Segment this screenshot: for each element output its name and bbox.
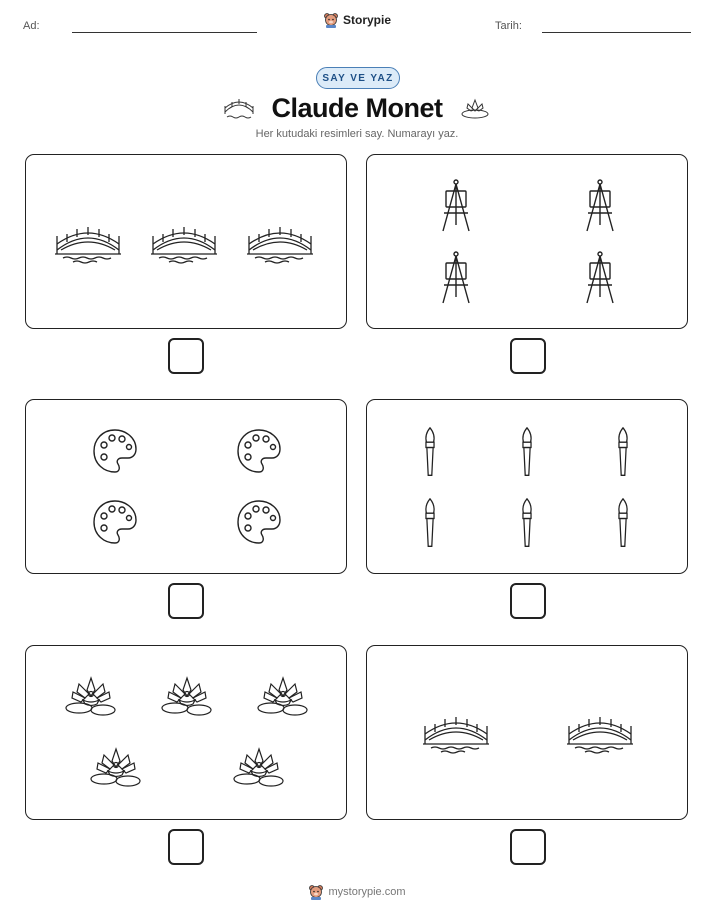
palette-icon bbox=[94, 430, 136, 472]
easel-icon bbox=[443, 252, 469, 303]
answer-box-6[interactable] bbox=[510, 829, 546, 865]
count-panel-3 bbox=[25, 399, 347, 574]
paintbrush-icon bbox=[523, 428, 531, 476]
panel-5-icons bbox=[26, 646, 348, 821]
panel-4-icons bbox=[367, 400, 689, 575]
activity-badge: SAY VE YAZ bbox=[316, 67, 400, 89]
panel-3-icons bbox=[26, 400, 348, 575]
easel-icon bbox=[587, 252, 613, 303]
count-panel-2 bbox=[366, 154, 688, 329]
answer-box-1[interactable] bbox=[168, 338, 204, 374]
paintbrush-icon bbox=[619, 428, 627, 476]
name-label: Ad: bbox=[23, 20, 40, 32]
answer-box-5[interactable] bbox=[168, 829, 204, 865]
bridge-icon bbox=[55, 227, 121, 263]
water-lily-icon bbox=[459, 96, 491, 120]
water-lily-icon bbox=[66, 678, 115, 715]
answer-box-2[interactable] bbox=[510, 338, 546, 374]
palette-icon bbox=[238, 501, 280, 543]
answer-box-3[interactable] bbox=[168, 583, 204, 619]
water-lily-icon bbox=[162, 678, 211, 715]
easel-icon bbox=[443, 180, 469, 231]
instructions: Her kutudaki resimleri say. Numarayı yaz. bbox=[255, 128, 459, 140]
count-panel-5 bbox=[25, 645, 347, 820]
paintbrush-icon bbox=[426, 428, 434, 476]
bridge-icon bbox=[151, 227, 217, 263]
panel-2-icons bbox=[367, 155, 689, 330]
bear-mascot-icon bbox=[323, 12, 339, 28]
footer-site[interactable]: mystorypie.com bbox=[328, 886, 406, 898]
panel-1-icons bbox=[26, 155, 348, 330]
title-row bbox=[0, 90, 714, 126]
water-lily-icon bbox=[234, 749, 283, 786]
footer bbox=[0, 884, 714, 900]
easel-icon bbox=[587, 180, 613, 231]
brand bbox=[0, 12, 714, 28]
palette-icon bbox=[238, 430, 280, 472]
water-lily-icon bbox=[91, 749, 140, 786]
brand-name: Storypie bbox=[342, 13, 391, 27]
palette-icon bbox=[94, 501, 136, 543]
date-label: Tarih: bbox=[495, 20, 522, 32]
water-lily-icon bbox=[258, 678, 307, 715]
date-line[interactable] bbox=[542, 32, 691, 33]
bridge-icon bbox=[223, 96, 255, 120]
paintbrush-icon bbox=[426, 499, 434, 547]
panel-6-icons bbox=[367, 646, 689, 821]
count-panel-4 bbox=[366, 399, 688, 574]
page-title: Claude Monet bbox=[271, 92, 443, 123]
bridge-icon bbox=[423, 717, 489, 753]
paintbrush-icon bbox=[523, 499, 531, 547]
paintbrush-icon bbox=[619, 499, 627, 547]
bear-mascot-icon bbox=[308, 884, 324, 900]
count-panel-6 bbox=[366, 645, 688, 820]
count-panel-1 bbox=[25, 154, 347, 329]
bridge-icon bbox=[247, 227, 313, 263]
name-line[interactable] bbox=[72, 32, 257, 33]
answer-box-4[interactable] bbox=[510, 583, 546, 619]
bridge-icon bbox=[567, 717, 633, 753]
